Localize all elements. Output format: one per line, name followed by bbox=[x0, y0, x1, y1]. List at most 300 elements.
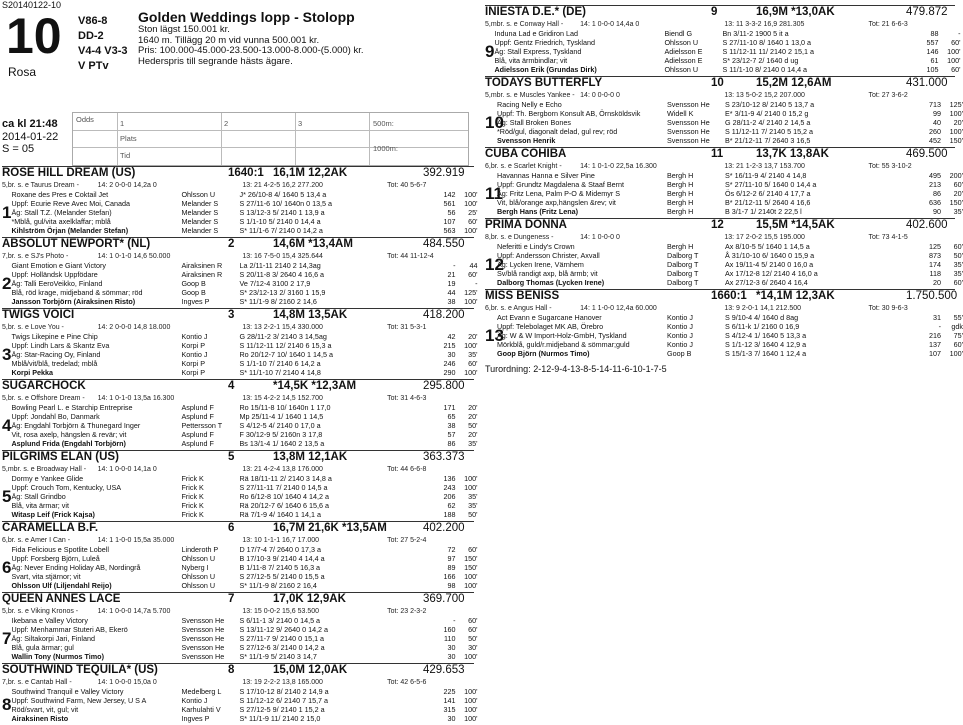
line-odds: 636 bbox=[929, 198, 941, 207]
tid-label: Tid bbox=[120, 151, 131, 160]
horse-line bbox=[497, 251, 963, 260]
horse-line bbox=[494, 65, 960, 74]
code-1: V86-8 bbox=[78, 15, 108, 27]
line-info: Ikebana e Valley Victory bbox=[11, 616, 88, 625]
horse-line bbox=[497, 207, 963, 216]
horse-record: *14,5K *12,3AM bbox=[273, 380, 357, 392]
line-driver: Melander S bbox=[181, 226, 219, 235]
horse-earnings: 363.373 bbox=[423, 451, 465, 463]
horse-line bbox=[497, 242, 963, 251]
horse-prev-stats: 13: 13 2-2-1 15,4 330.000 bbox=[242, 324, 323, 331]
line-odds: 20 bbox=[933, 278, 941, 287]
line-odds: 44 bbox=[447, 288, 456, 297]
horse-total-stats: Tot: 73 4-1-5 bbox=[868, 234, 908, 241]
horse-stats bbox=[485, 20, 955, 29]
line-result: Ax 8/10-5 5/ 1640 1 14,5 a bbox=[725, 242, 810, 251]
line-prize: 60' bbox=[468, 359, 478, 368]
line-info: Twigs Likepine e Pine Chip bbox=[11, 332, 98, 341]
horse-line bbox=[11, 510, 477, 519]
line-driver: Kontio J bbox=[667, 331, 693, 340]
line-prize: 60' bbox=[953, 242, 963, 251]
line-mark bbox=[854, 47, 914, 56]
horse-line bbox=[497, 180, 963, 189]
line-prize: 100' bbox=[464, 297, 478, 306]
line-prize: 200' bbox=[949, 171, 963, 180]
horse-line bbox=[11, 297, 477, 306]
line-prize: 60' bbox=[953, 180, 963, 189]
horse-pedigree: 5,br. s. e Taurus Dream - bbox=[2, 182, 79, 189]
horse-season-stats: 14: 1 0-0-0 14,4a 0 bbox=[580, 21, 640, 28]
line-result: G 28/11-2 3/ 2140 3 14,5ag bbox=[239, 332, 327, 341]
line-info: Äg: Talli EeroVeikko, Finland bbox=[11, 279, 103, 288]
line-prize: 20' bbox=[953, 118, 963, 127]
horse-body bbox=[485, 313, 963, 358]
line-result: B* 21/12-11 5/ 2640 4 16,6 bbox=[725, 198, 811, 207]
line-result: Ro 6/12-8 10/ 1640 4 14,2 a bbox=[239, 492, 329, 501]
horse-total-stats: Tot: 31 5-3-1 bbox=[387, 324, 427, 331]
line-driver: Medelberg L bbox=[181, 687, 222, 696]
line-driver: Goop B bbox=[181, 279, 206, 288]
horse-season-stats: 14: 1 0-1-0 22,5a 16.300 bbox=[580, 163, 657, 170]
line-mark bbox=[371, 261, 431, 270]
line-mark bbox=[371, 572, 431, 581]
horse-prev-stats: 13: 9 2-0-1 14,1 212.500 bbox=[724, 305, 801, 312]
horse-season-stats: 14: 1 0-0-0 14,1a 0 bbox=[97, 466, 157, 473]
horse-body bbox=[2, 474, 478, 519]
line-odds: 141 bbox=[443, 696, 456, 705]
line-odds: 62 bbox=[447, 501, 456, 510]
line-info: Äg: Stall Broken Bones bbox=[497, 118, 571, 127]
line-prize: 100' bbox=[947, 47, 961, 56]
line-result: S* 11/1-6 7/ 2140 0 14,2 a bbox=[239, 226, 323, 235]
horse-header bbox=[2, 166, 474, 181]
line-odds: 38 bbox=[447, 297, 456, 306]
line-prize: 35' bbox=[468, 501, 478, 510]
line-driver: Airaksinen R bbox=[181, 270, 223, 279]
horse-name: ABSOLUT NEWPORT* (NL) bbox=[2, 238, 151, 250]
horse-total-stats: Tot: 30 9-6-3 bbox=[868, 305, 908, 312]
line-info: Svensson Henrik bbox=[497, 136, 556, 145]
line-result: B 3/1-7 1/ 2140t 2 22,5 l bbox=[725, 207, 802, 216]
line-info: Äg: Never Ending Holiday AB, Nordingrå bbox=[11, 563, 141, 572]
horse-prev-stats: 13: 21 4-2-4 13,8 176.000 bbox=[242, 466, 323, 473]
line-result: S 13/12-3 5/ 2140 1 13,9 a bbox=[239, 208, 325, 217]
line-prize: 125' bbox=[464, 288, 478, 297]
horse-body bbox=[485, 171, 963, 216]
line-mark bbox=[854, 29, 914, 38]
line-prize: 100' bbox=[464, 572, 478, 581]
line-odds: 188 bbox=[443, 510, 456, 519]
line-driver: Bergh H bbox=[667, 198, 694, 207]
line-prize: 100' bbox=[949, 127, 963, 136]
line-mark bbox=[857, 260, 917, 269]
line-result: Ro 20/12-7 10/ 1640 1 14,5 a bbox=[239, 350, 333, 359]
line-prize: 100' bbox=[464, 368, 478, 377]
horse-header bbox=[2, 450, 474, 465]
line-driver: Svensson He bbox=[667, 118, 710, 127]
horse-prev-stats: 13: 16 7-5-0 15,4 325.644 bbox=[242, 253, 323, 260]
line-prize: 100' bbox=[464, 483, 478, 492]
line-info: Röd/svart, vit, gul; vit bbox=[11, 705, 79, 714]
line-result: S 4/12-4 1/ 1640 5 13,3 a bbox=[725, 331, 807, 340]
line-driver: Kontio J bbox=[181, 332, 208, 341]
line-result: Ro 15/11-8 10/ 1640n 1 17,0 bbox=[239, 403, 331, 412]
line-prize: 100' bbox=[464, 226, 478, 235]
line-driver: Frick K bbox=[181, 510, 204, 519]
top-date: S20140122-10 bbox=[2, 0, 62, 10]
horse-odds: 10 bbox=[711, 77, 724, 89]
line-mark bbox=[371, 563, 431, 572]
horse-odds: 7 bbox=[228, 593, 235, 605]
line-info: Äg: Siltakorpi Jari, Finland bbox=[11, 634, 95, 643]
line-odds: 561 bbox=[443, 199, 456, 208]
line-info: Wallin Tony (Nurmos Timo) bbox=[11, 652, 104, 661]
line-mark bbox=[857, 189, 917, 198]
line-prize: 100' bbox=[464, 714, 478, 723]
horse-stats bbox=[2, 607, 474, 616]
line-mark bbox=[371, 554, 431, 563]
horse-odds: 8 bbox=[228, 664, 235, 676]
line-driver: Bergh H bbox=[667, 189, 694, 198]
line-driver: Asplund F bbox=[181, 412, 214, 421]
horse-entry bbox=[485, 289, 963, 358]
line-odds: - bbox=[453, 261, 456, 270]
line-driver: Ohlsson U bbox=[181, 581, 216, 590]
horse-line bbox=[11, 341, 477, 350]
line-info: Korpi Pekka bbox=[11, 368, 54, 377]
horse-season-stats: 14: 2 0-0-0 14,2a 0 bbox=[97, 182, 157, 189]
line-result: Bs 13/1-4 1/ 1640 2 13,5 a bbox=[239, 439, 325, 448]
horse-line bbox=[494, 29, 960, 38]
race-line: Pris: 100.000-45.000-23.500-13.000-8.000-(5.000) kr. bbox=[138, 45, 364, 56]
line-mark bbox=[371, 492, 431, 501]
line-mark bbox=[371, 581, 431, 590]
start-number: 5 bbox=[2, 486, 12, 506]
horse-header bbox=[2, 663, 474, 678]
line-odds: 290 bbox=[443, 368, 456, 377]
horse-odds: 12 bbox=[711, 219, 724, 231]
horse-pedigree: 7,br. s. e SJ's Photo - bbox=[2, 253, 69, 260]
horse-record: 13,8M 12,1AK bbox=[273, 451, 348, 463]
line-info: Äg: Stall Grindbo bbox=[11, 492, 66, 501]
line-mark bbox=[854, 65, 914, 74]
horse-line bbox=[11, 332, 477, 341]
line-driver: Dalborg T bbox=[667, 278, 699, 287]
line-info: Airaksinen Risto bbox=[11, 714, 69, 723]
line-odds: 174 bbox=[929, 260, 941, 269]
line-prize: 150' bbox=[464, 563, 478, 572]
horse-earnings: 431.000 bbox=[906, 77, 948, 89]
line-prize: 100' bbox=[949, 349, 963, 358]
horse-header bbox=[2, 308, 474, 323]
line-driver: Ingves P bbox=[181, 297, 210, 306]
line-mark bbox=[857, 180, 917, 189]
line-result: B 1/11-8 7/ 2140 5 16,3 a bbox=[239, 563, 321, 572]
line-driver: Kontio J bbox=[181, 696, 208, 705]
line-odds: 107 bbox=[443, 217, 456, 226]
horse-line bbox=[497, 260, 963, 269]
line-result: S 27/11-7 9/ 2140 0 15,1 a bbox=[239, 634, 325, 643]
horse-name: PILGRIMS ELAN (US) bbox=[2, 451, 119, 463]
horse-lines bbox=[11, 190, 477, 235]
horse-prev-stats: 13: 17 2-0-2 15,5 195.000 bbox=[724, 234, 805, 241]
line-mark bbox=[371, 474, 431, 483]
line-result: S 11/12-11 12/ 2140 6 15,3 a bbox=[239, 341, 332, 350]
line-result: S 11/12-12 6/ 2140 7 15,7 a bbox=[239, 696, 329, 705]
line-driver: Dalborg T bbox=[667, 269, 699, 278]
line-result: S* 16/11-9 4/ 2140 4 14,8 bbox=[725, 171, 807, 180]
horse-entry bbox=[2, 450, 478, 519]
horse-line bbox=[11, 625, 477, 634]
horse-stats bbox=[2, 536, 474, 545]
line-result: Ax 19/11-4 5/ 2140 0 16,0 a bbox=[725, 260, 814, 269]
line-mark bbox=[371, 199, 431, 208]
horse-entry bbox=[485, 147, 963, 216]
line-info: *Mblå, gul/vita axelklaffar; mblå bbox=[11, 217, 111, 226]
line-odds: 61 bbox=[930, 56, 939, 65]
horse-line bbox=[11, 501, 477, 510]
horse-stats bbox=[2, 252, 474, 261]
line-prize: 44 bbox=[469, 261, 478, 270]
line-info: Ohlsson Ulf (Liljendahl Reijo) bbox=[11, 581, 112, 590]
horse-line bbox=[11, 643, 477, 652]
line-prize: 100' bbox=[464, 190, 478, 199]
horse-record: 15,0M 12,0AK bbox=[273, 664, 348, 676]
line-result: S* 11/1-9 8/ 2160 2 14,6 bbox=[239, 297, 317, 306]
horse-lines bbox=[11, 687, 477, 723]
line-info: Bergh Hans (Fritz Lena) bbox=[497, 207, 579, 216]
line-driver: Korpi P bbox=[181, 341, 206, 350]
start-time: ca kl 21:48 bbox=[2, 118, 58, 130]
line-mark bbox=[371, 652, 431, 661]
horse-odds: 11 bbox=[711, 148, 724, 160]
horse-line bbox=[11, 581, 477, 590]
start-number: 3 bbox=[2, 344, 12, 364]
line-result: E* 3/11-9 4/ 2140 0 15,2 g bbox=[725, 109, 809, 118]
horse-line bbox=[497, 118, 963, 127]
line-driver: Airaksinen R bbox=[181, 261, 223, 270]
horse-line bbox=[11, 430, 477, 439]
start-number: 8 bbox=[2, 695, 12, 714]
line-prize: 60' bbox=[468, 616, 478, 625]
line-odds: 243 bbox=[443, 483, 456, 492]
line-mark bbox=[371, 208, 431, 217]
horse-name: SOUTHWIND TEQUILA* (US) bbox=[2, 664, 158, 676]
line-mark bbox=[857, 207, 917, 216]
line-info: Äg: Stall T.Z. (Melander Stefan) bbox=[11, 208, 112, 217]
line-prize: 100' bbox=[464, 705, 478, 714]
horse-record: 15,2M 12,6AM bbox=[756, 77, 832, 89]
horse-entry bbox=[2, 521, 478, 590]
horse-line bbox=[11, 217, 477, 226]
horse-body bbox=[2, 261, 478, 306]
horse-header bbox=[2, 521, 474, 536]
horse-pedigree: 5,mbr. s. e Conway Hall - bbox=[485, 21, 564, 28]
horse-lines bbox=[497, 313, 963, 358]
line-result: S 11/12-11 11/ 2140 2 15,1 a bbox=[722, 47, 814, 56]
line-driver: Asplund F bbox=[181, 430, 214, 439]
horse-line bbox=[11, 545, 477, 554]
horse-earnings: 402.600 bbox=[906, 219, 948, 231]
line-result: D 17/7-4 7/ 2640 0 17,3 a bbox=[239, 545, 321, 554]
line-prize: - bbox=[958, 29, 961, 38]
horse-line bbox=[11, 705, 477, 714]
line-info: Äg: W & W Import-Holz-GmbH, Tyskland bbox=[497, 331, 627, 340]
line-info: Kihlström Örjan (Melander Stefan) bbox=[11, 226, 129, 235]
horse-stats bbox=[2, 678, 474, 687]
horse-lines bbox=[11, 616, 477, 661]
horse-line bbox=[11, 563, 477, 572]
line-odds: - bbox=[453, 616, 456, 625]
line-result: S 4/12-5 4/ 2140 0 17,0 a bbox=[239, 421, 321, 430]
horse-prev-stats: 13: 15 4-2-2 14,5 152.700 bbox=[242, 395, 323, 402]
line-prize: 20' bbox=[468, 403, 478, 412]
line-mark bbox=[371, 430, 431, 439]
line-prize: 50' bbox=[468, 510, 478, 519]
race-title-block bbox=[138, 9, 468, 67]
right-column bbox=[485, 5, 963, 374]
line-result: S* 27/11-10 5/ 1640 0 14,4 a bbox=[725, 180, 817, 189]
horse-line bbox=[11, 616, 477, 625]
horse-pedigree: 6,br. s. e Scarlet Knight - bbox=[485, 163, 562, 170]
line-info: Uppf: Holländsk Uppfödare bbox=[11, 270, 98, 279]
line-odds: 99 bbox=[933, 109, 941, 118]
line-prize: 100' bbox=[464, 581, 478, 590]
line-prize: 35' bbox=[953, 269, 963, 278]
race-line: Ston lägst 150.001 kr. bbox=[138, 24, 230, 35]
line-prize: 35' bbox=[953, 260, 963, 269]
line-driver: Adielsson E bbox=[664, 56, 703, 65]
horse-pedigree: 5,br. s. e Viking Kronos - bbox=[2, 608, 79, 615]
line-info: Giant Emotion e Giant Victory bbox=[11, 261, 107, 270]
horse-record: 16,7M 21,6K *13,5AM bbox=[273, 522, 387, 534]
line-driver: Ohlsson U bbox=[664, 65, 699, 74]
line-odds: 213 bbox=[929, 180, 941, 189]
line-mark bbox=[371, 341, 431, 350]
horse-earnings: 1.750.500 bbox=[906, 290, 958, 302]
line-prize: 75' bbox=[953, 331, 963, 340]
line-driver: Linderoth P bbox=[181, 545, 219, 554]
horse-body bbox=[2, 687, 478, 723]
line-mark bbox=[857, 269, 917, 278]
horse-line bbox=[11, 687, 477, 696]
line-driver: Bergh H bbox=[667, 207, 694, 216]
horse-line bbox=[11, 261, 477, 270]
line-info: Dormy e Yankee Glide bbox=[11, 474, 84, 483]
horse-name: QUEEN ANNES LACE bbox=[2, 593, 121, 605]
horse-body bbox=[2, 616, 478, 661]
line-driver: Biendl G bbox=[664, 29, 693, 38]
horse-line bbox=[497, 322, 963, 331]
line-mark bbox=[371, 439, 431, 448]
horse-line bbox=[494, 47, 960, 56]
line-info: Havannas Hanna e Silver Pine bbox=[497, 171, 595, 180]
line-driver: Frick K bbox=[181, 501, 204, 510]
start-number: 11 bbox=[485, 183, 503, 203]
line-prize: 60' bbox=[468, 545, 478, 554]
line-mark bbox=[857, 331, 917, 340]
line-result: Rä 18/11-11 2/ 2140 3 14,8 a bbox=[239, 474, 332, 483]
line-result: S 27/12-5 9/ 2140 1 15,2 a bbox=[239, 705, 325, 714]
horse-season-stats: 14: 1 1-0-0 15,5a 35.000 bbox=[97, 537, 175, 544]
line-odds: 260 bbox=[929, 127, 941, 136]
line-prize: 25' bbox=[468, 208, 478, 217]
horse-odds: 1640:1 bbox=[228, 167, 264, 179]
line-prize: 50' bbox=[468, 421, 478, 430]
horse-name: CUBA COHIBA bbox=[485, 148, 567, 160]
horse-record: 14,6M *13,4AM bbox=[273, 238, 353, 250]
line-info: Sv/blå randigt axp, blå ärmb; vit bbox=[497, 269, 598, 278]
horse-season-stats: 14: 2 0-0-0 14,8 18.000 bbox=[97, 324, 171, 331]
line-prize: - bbox=[475, 279, 478, 288]
horse-earnings: 479.872 bbox=[906, 6, 948, 18]
line-info: Uppf: Telebolaget MK AB, Örebro bbox=[497, 322, 604, 331]
horse-line bbox=[11, 714, 477, 723]
horse-header bbox=[485, 5, 955, 20]
line-driver: Adielsson E bbox=[664, 47, 703, 56]
line-result: Å 31/10-10 6/ 1640 0 15,9 a bbox=[725, 251, 815, 260]
line-mark bbox=[371, 696, 431, 705]
horse-stats bbox=[485, 233, 955, 242]
horse-total-stats: Tot: 21 6-6-3 bbox=[868, 21, 908, 28]
line-mark bbox=[371, 190, 431, 199]
line-driver: Frick K bbox=[181, 492, 204, 501]
horse-season-stats: 14: 0 0-0-0 0 bbox=[580, 92, 620, 99]
line-mark bbox=[371, 279, 431, 288]
horse-prev-stats: 13: 11 3-3-2 16,9 281.305 bbox=[724, 21, 805, 28]
line-mark bbox=[857, 322, 917, 331]
horse-earnings: 429.653 bbox=[423, 664, 465, 676]
horse-lines bbox=[494, 29, 960, 74]
horse-entry bbox=[2, 379, 478, 448]
line-info: Uppf: Grundtz Magdalena & Staaf Bernt bbox=[497, 180, 625, 189]
horse-earnings: 418.200 bbox=[423, 309, 465, 321]
line-driver: Bergh H bbox=[667, 171, 694, 180]
line-odds: 89 bbox=[447, 563, 456, 572]
line-odds: 31 bbox=[933, 313, 941, 322]
horse-line bbox=[497, 340, 963, 349]
line-info: Adielsson Erik (Grundas Dirk) bbox=[494, 65, 597, 74]
line-driver: Svensson He bbox=[667, 136, 710, 145]
line-info: Southwind Tranquil e Valley Victory bbox=[11, 687, 124, 696]
race-time-info bbox=[2, 118, 58, 156]
horse-name: ROSE HILL DREAM (US) bbox=[2, 167, 136, 179]
line-mark bbox=[857, 171, 917, 180]
horse-pedigree: 7,br. s. e Cantab Hall - bbox=[2, 679, 72, 686]
line-prize: 60' bbox=[951, 38, 961, 47]
col-2-label: 2 bbox=[224, 119, 229, 128]
line-driver: Svensson He bbox=[181, 634, 225, 643]
line-prize: 100' bbox=[464, 199, 478, 208]
horse-total-stats: Tot: 31 4-6-3 bbox=[387, 395, 427, 402]
horse-entry bbox=[485, 5, 961, 74]
line-odds: 110 bbox=[444, 634, 456, 643]
horse-line bbox=[11, 403, 477, 412]
horse-season-stats: 14: 1 0-0-0 15,0a 0 bbox=[97, 679, 157, 686]
line-odds: 40 bbox=[933, 118, 941, 127]
horse-line bbox=[497, 171, 963, 180]
horse-odds: 4 bbox=[228, 380, 235, 392]
horse-season-stats: 14: 1 0-1-0 14,6 50.000 bbox=[97, 253, 171, 260]
line-mark bbox=[857, 251, 917, 260]
line-mark bbox=[857, 313, 917, 322]
line-result: J* 26/10-8 4/ 1640 5 13,4 a bbox=[239, 190, 327, 199]
line-mark bbox=[371, 501, 431, 510]
horse-line bbox=[11, 190, 477, 199]
line-driver: Korpi P bbox=[181, 368, 206, 377]
code-2: DD-2 bbox=[78, 30, 104, 42]
plats-label: Plats bbox=[120, 134, 137, 143]
